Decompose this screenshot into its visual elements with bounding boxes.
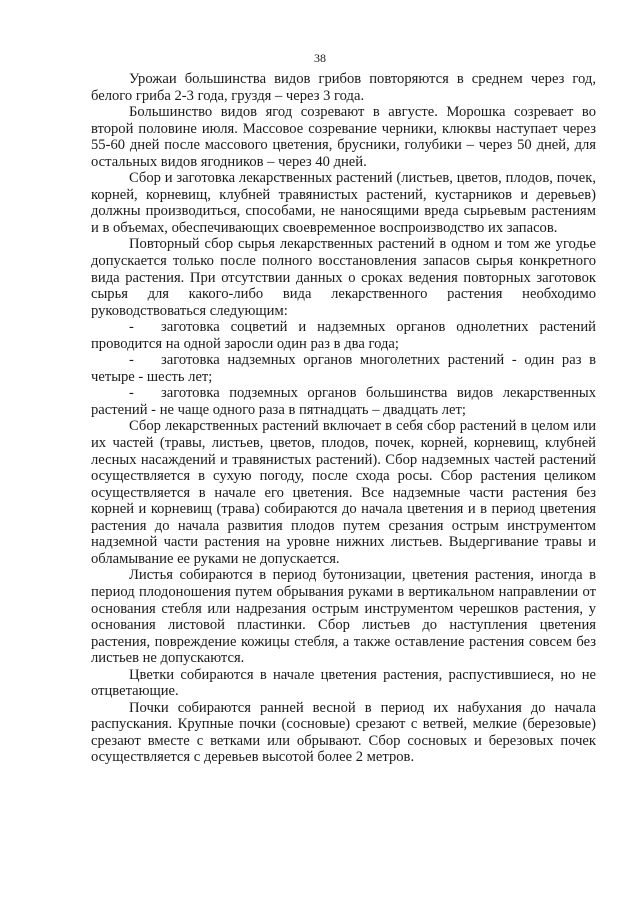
paragraph-berry-ripening: Большинство видов ягод созревают в августе. Морошка созревает во второй половине июля. Массовое созревание черники, клюквы наступает через 55-60 дней после массового цветения, брусники, голубики – через 50 дней, для остальных видов ягодников – через 40 дней.	[91, 104, 596, 170]
paragraph-collection-parts: Сбор лекарственных растений включает в себя сбор растений в целом или их частей (травы, листьев, цветов, плодов, почек, корней, корневищ, клубней лесных насаждений и травянистых растений). Сбор надземных частей растений осуществляется в сухую погоду, после схода росы. Сбор растения целиком осуществляется в начале его цветения. Все надземные части растения без корней и корневищ (трава) собираются до начала цветения и в период цветения растения до начала развития плодов путем срезания острым инструментом надземной части растения на уровне нижних листьев. Выдергивание травы и обламывание ее руками не допускается.	[91, 418, 596, 567]
paragraph-flowers: Цветки собираются в начале цветения растения, распустившиеся, но не отцветающие.	[91, 666, 596, 700]
bullet-text: заготовка соцветий и надземных органов однолетних растений проводится на одной заросли один раз в два года;	[91, 319, 596, 352]
bullet-marker: -	[129, 385, 134, 402]
bullet-marker: -	[129, 319, 134, 336]
bullet-marker: -	[129, 352, 134, 369]
paragraph-mushroom-harvests: Урожаи большинства видов грибов повторяются в среднем через год, белого гриба 2-3 года, груздя – через 3 года.	[91, 71, 596, 104]
body-text	[91, 71, 596, 766]
bullet-text: заготовка подземных органов большинства видов лекарственных растений - не чаще одного раза в пятнадцать – двадцать лет;	[91, 385, 596, 418]
paragraph-buds: Почки собираются ранней весной в период их набухания до начала распускания. Крупные почки (сосновые) срезают с ветвей, мелкие (березовые) срезают вместе с ветками или обрывают. Сбор сосновых и березовых почек осуществляется с деревьев высотой более 2 метров.	[91, 699, 596, 766]
bullet-item	[91, 385, 596, 418]
paragraph-leaves: Листья собираются в период бутонизации, цветения растения, иногда в период плодоношения путем обрывания руками в вертикальном направлении от основания стебля или надрезания острым инструментом черешков растения, у основания листовой пластинки. Сбор листьев до наступления цветения растения, повреждение кожицы стебля, а также оставление растения совсем без листьев не допускаются.	[91, 567, 596, 667]
bullet-item	[91, 352, 596, 385]
paragraph-collection-methods: Сбор и заготовка лекарственных растений (листьев, цветов, плодов, почек, корней, корневищ, клубней травянистых растений, кустарников и деревьев) должны производиться, способами, не наносящими вреда сырьевым растениям и в объемах, обеспечивающих своевременное воспроизводство их запасов.	[91, 170, 596, 236]
paragraph-repeated-collection: Повторный сбор сырья лекарственных растений в одном и том же угодье допускается только после полного восстановления запасов сырья конкретного вида растения. При отсутствии данных о сроках ведения повторных заготовок сырья для какого-либо вида лекарственного растения необходимо руководствоваться следующим:	[91, 236, 596, 319]
bullet-text: заготовка надземных органов многолетних растений - один раз в четыре - шесть лет;	[91, 352, 596, 385]
bullet-item	[91, 319, 596, 352]
page-number: 38	[314, 51, 326, 65]
